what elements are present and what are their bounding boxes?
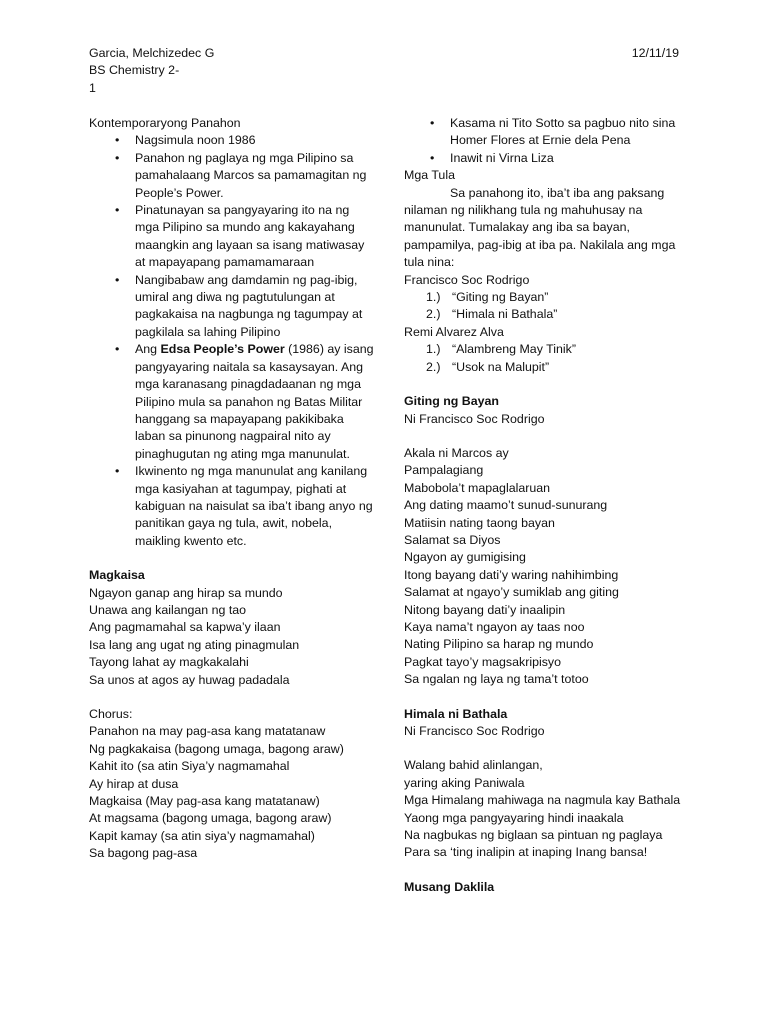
author-name: Francisco Soc Rodrigo: [404, 272, 530, 287]
poem-line: Na nagbukas ng biglaan sa pintuan ng paglaya: [404, 828, 663, 843]
work-item: [404, 306, 694, 323]
bullet-item: • Nagsimula noon 1986: [89, 132, 374, 149]
work-number: 2.): [426, 307, 441, 322]
chorus-line: Magkaisa (May pag-asa kang matatanaw): [89, 794, 320, 809]
poem-line: Pagkat tayo’y magsakripisyo: [404, 654, 562, 669]
bullet-bold-term: Edsa People’s Power: [160, 342, 285, 357]
poem-line: Sa ngalan ng laya ng tama’t totoo: [404, 672, 589, 687]
course-line-2: 1: [89, 80, 96, 95]
author-name: Remi Alvarez Alva: [404, 324, 504, 339]
poem-line: Ngayon ay gumigising: [404, 550, 526, 565]
poem-lines: [404, 757, 694, 861]
poem-line: Ang pagmamahal sa kapwa’y ilaan: [89, 620, 281, 635]
work-title: “Usok na Malupit”: [452, 359, 550, 374]
poem-line: Isa lang ang ugat ng ating pinagmulan: [89, 637, 300, 652]
poem-line: Itong bayang dati’y waring nahihimbing: [404, 567, 619, 582]
author-works-list: [404, 289, 694, 324]
poem-title: Himala ni Bathala: [404, 706, 508, 721]
chorus-line: Kapit kamay (sa atin siya’y nagmamahal): [89, 828, 315, 843]
poem-line: Salamat at ngayo’y sumiklab ang giting: [404, 585, 619, 600]
poem-line: Akala ni Marcos ay: [404, 445, 509, 460]
bullet-item: • Ikwinento ng mga manunulat ang kanilang mga kasiyahan at tagumpay, pighati at kabiguan na naisulat sa iba’t ibang anyo ng panitikan gaya ng tula, awit, nobela, maikling kwento etc.: [89, 463, 374, 550]
poem-line: Unawa ang kailangan ng tao: [89, 602, 247, 617]
work-title: “Himala ni Bathala”: [452, 307, 558, 322]
document-date: 12/11/19: [631, 46, 679, 60]
student-info: [89, 45, 219, 97]
poem-line: Walang bahid alinlangan,: [404, 758, 543, 773]
section-title: Kontemporaryong Panahon: [89, 116, 241, 130]
bullet-item: • Inawit ni Virna Liza: [404, 150, 694, 167]
poem-line: Nating Pilipino sa harap ng mundo: [404, 637, 594, 652]
chorus-lines: [89, 723, 374, 862]
work-item: [404, 289, 694, 306]
poem-title: Magkaisa: [89, 568, 145, 583]
work-item: [404, 341, 694, 358]
poem-line: Yaong mga pangyayaring hindi inaakala: [404, 810, 624, 825]
poem-line: Ngayon ganap ang hirap sa mundo: [89, 585, 283, 600]
bullet-item: • Panahon ng paglaya ng mga Pilipino sa pamahalaang Marcos sa pamamagitan ng People’s Power.: [89, 150, 374, 202]
poem-line: Salamat sa Diyos: [404, 532, 501, 547]
work-title: “Alambreng May Tinik”: [452, 342, 576, 357]
bullet-item: • Kasama ni Tito Sotto sa pagbuo nito sina Homer Flores at Ernie dela Pena: [404, 115, 694, 150]
poem-line: Para sa ‘ting inalipin at inaping Inang bansa!: [404, 845, 648, 860]
chorus-line: Ay hirap at dusa: [89, 776, 179, 791]
chorus-line: Panahon na may pag-asa kang matatanaw: [89, 724, 326, 739]
poem-line: yaring aking Paniwala: [404, 775, 525, 790]
student-name: Garcia, Melchizedec G: [89, 46, 215, 60]
bullet-item: [89, 341, 374, 463]
poem-lines: [404, 445, 694, 689]
bullet-prefix: Ang: [135, 342, 161, 357]
poem-line: Mabobola’t mapaglalaruan: [404, 480, 551, 495]
chorus-line: At magsama (bagong umaga, bagong araw): [89, 811, 332, 826]
kontemporaryo-bullet-list: [89, 132, 374, 550]
chorus-title: Chorus:: [89, 707, 133, 721]
left-column: [89, 115, 374, 863]
course-line-1: BS Chemistry 2-: [89, 63, 180, 78]
work-number: 1.): [426, 290, 441, 305]
bullet-text: (1986) ay isang pangyayaring naitala sa kasaysayan. Ang mga karanasang pinagdadaanan ng mga Pilipino mula sa panahon ng Batas Militar hanggang sa mapayapang pakikibaka laban sa pinunong nagpairal nito ay pinaghugutan ng ating mga manunulat.: [135, 342, 374, 461]
poem-title: Musang Daklila: [404, 879, 495, 894]
work-number: 1.): [426, 342, 441, 357]
poem-title: Giting ng Bayan: [404, 394, 499, 409]
poem-line: Pampalagiang: [404, 463, 484, 478]
right-column: [404, 115, 694, 896]
song-bullet-list: [404, 115, 694, 167]
chorus-line: Kahit ito (sa atin Siya’y nagmamahal: [89, 759, 290, 774]
poem-line: Ang dating maamo’t sunud-sunurang: [404, 498, 608, 513]
poem-lines: [89, 585, 374, 689]
poem-line: Mga Himalang mahiwaga na nagmula kay Bathala: [404, 793, 681, 808]
author-works-list: [404, 341, 694, 376]
poem-line: Sa unos at agos ay huwag padadala: [89, 672, 290, 687]
poem-line: Tayong lahat ay magkakalahi: [89, 655, 249, 670]
bullet-item: • Nangibabaw ang damdamin ng pag-ibig, umiral ang diwa ng pagtutulungan at pagkakaisa na nagbunga ng tagumpay at pagkilala sa lahing Pilipino: [89, 272, 374, 342]
poem-line: Kaya nama’t ngayon ay taas noo: [404, 619, 585, 634]
chorus-line: Sa bagong pag-asa: [89, 846, 198, 861]
poem-line: Nitong bayang dati’y inaalipin: [404, 602, 566, 617]
poem-line: Matiisin nating taong bayan: [404, 515, 555, 530]
poem-author: Ni Francisco Soc Rodrigo: [404, 724, 545, 738]
poem-author: Ni Francisco Soc Rodrigo: [404, 411, 545, 426]
work-number: 2.): [426, 359, 441, 374]
work-item: [404, 359, 694, 376]
bullet-item: • Pinatunayan sa pangyayaring ito na ng mga Pilipino sa mundo ang kakayahang maangkin ang layaan sa isang matiwasay at mapayapang pamamamaraan: [89, 202, 374, 272]
work-title: “Giting ng Bayan”: [452, 290, 549, 305]
chorus-line: Ng pagkakaisa (bagong umaga, bagong araw): [89, 741, 344, 756]
tula-title: Mga Tula: [404, 168, 455, 183]
tula-intro: Sa panahong ito, iba’t iba ang paksang nilaman ng nilikhang tula ng mahuhusay na manunulat. Tumalakay ang iba sa bayan, pampamilya, pag-ibig at iba pa. Nakilala ang mga tula nina:: [404, 185, 676, 270]
